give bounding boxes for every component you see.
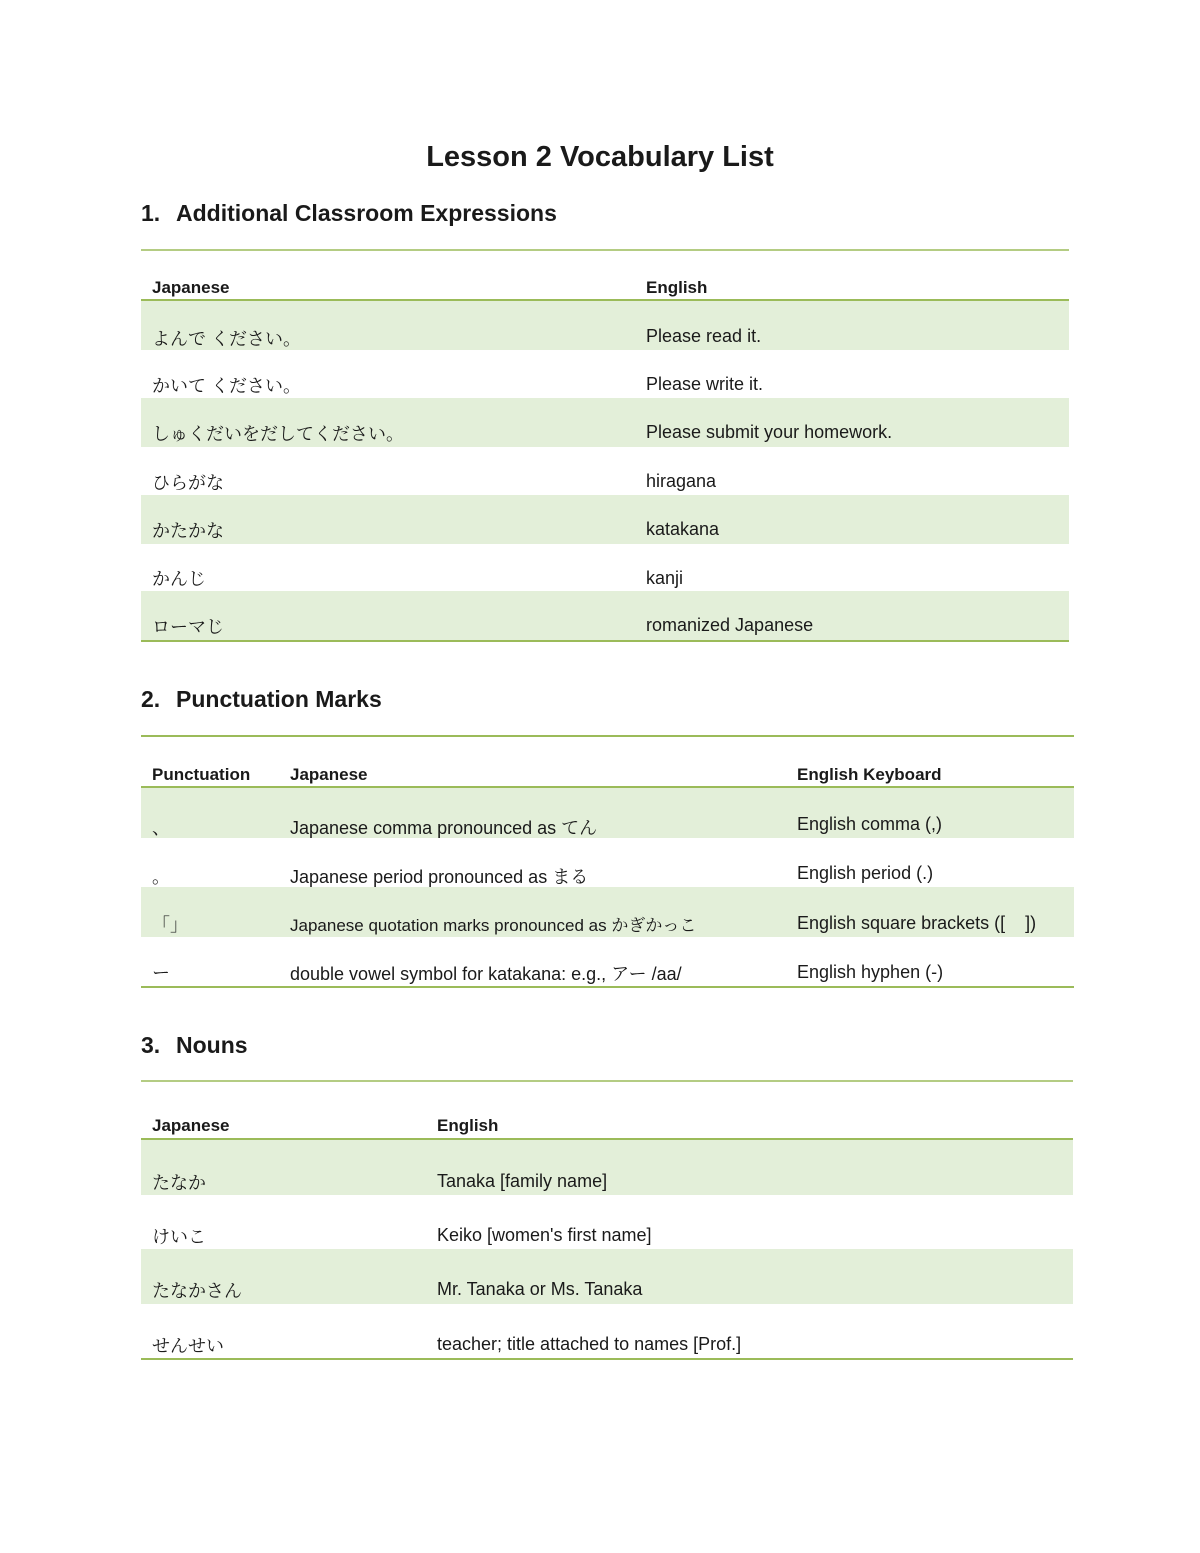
section-title: Nouns — [176, 1032, 248, 1058]
japanese-cell: かんじ — [152, 569, 206, 589]
classroom-expressions-table — [141, 249, 1069, 642]
english-cell: romanized Japanese — [646, 615, 814, 635]
japanese-cell: せんせい — [152, 1336, 224, 1356]
table-row — [141, 398, 1069, 447]
table-header-row — [141, 1107, 1073, 1140]
section-heading-nouns — [141, 1032, 248, 1059]
english-cell: kanji — [646, 568, 684, 588]
japanese-cell: かいて ください。 — [152, 376, 302, 396]
english-cell: katakana — [646, 519, 720, 539]
japanese-cell: たなかさん — [152, 1281, 242, 1301]
column-header-japanese: Japanese — [152, 1116, 230, 1135]
punctuation-cell: 。 — [152, 867, 170, 887]
japanese-cell: よんで ください。 — [152, 329, 302, 349]
japanese-cell: ローマじ — [152, 617, 224, 637]
column-header-english: English — [437, 1116, 499, 1135]
table-row — [141, 350, 1069, 398]
english-cell: Please read it. — [646, 326, 762, 346]
column-header-japanese: Japanese — [152, 278, 230, 297]
table-row — [141, 838, 1074, 887]
punctuation-cell: 、 — [152, 818, 170, 838]
table-row — [141, 1304, 1073, 1360]
japanese-cell: Japanese comma pronounced as てん — [290, 818, 598, 838]
english-keyboard-cell: English hyphen (-) — [797, 962, 944, 982]
japanese-cell: double vowel symbol for katakana: e.g., アー /aa/ — [290, 964, 682, 984]
table-row — [141, 1195, 1073, 1249]
english-cell: Keiko [women's first name] — [437, 1225, 652, 1245]
table-row — [141, 447, 1069, 495]
english-cell: hiragana — [646, 471, 717, 491]
table-header-row — [141, 273, 1069, 301]
table-top-rule — [141, 249, 1069, 251]
table-row — [141, 788, 1074, 838]
punctuation-cell: ー — [152, 963, 170, 983]
japanese-cell: しゅくだいをだしてください。 — [152, 424, 404, 444]
japanese-cell: たなか — [152, 1173, 206, 1193]
table-header-row — [141, 759, 1074, 788]
table-row — [141, 544, 1069, 591]
table-row — [141, 591, 1069, 642]
nouns-table — [141, 1080, 1073, 1360]
table-row — [141, 887, 1074, 937]
table-row — [141, 301, 1069, 350]
japanese-cell: Japanese period pronounced as まる — [290, 867, 589, 887]
english-cell: Please write it. — [646, 374, 764, 394]
english-cell: Mr. Tanaka or Ms. Tanaka — [437, 1279, 643, 1299]
table-row — [141, 495, 1069, 544]
section-title: Punctuation Marks — [176, 686, 382, 712]
column-header-english-keyboard: English Keyboard — [797, 765, 942, 784]
english-cell: Please submit your homework. — [646, 422, 893, 442]
section-number: 3. — [141, 1032, 161, 1058]
english-keyboard-cell: English period (.) — [797, 863, 934, 883]
punctuation-marks-table — [141, 735, 1074, 988]
section-title: Additional Classroom Expressions — [176, 200, 557, 226]
english-cell: Tanaka [family name] — [437, 1171, 608, 1191]
page-title: Lesson 2 Vocabulary List — [426, 141, 774, 173]
column-header-japanese: Japanese — [290, 765, 368, 784]
punctuation-cell: 「」 — [152, 915, 188, 935]
section-number: 2. — [141, 686, 161, 712]
section-heading-classroom-expressions — [141, 200, 557, 227]
english-keyboard-cell: English comma (,) — [797, 814, 943, 834]
section-number: 1. — [141, 200, 161, 226]
table-row — [141, 1249, 1073, 1304]
english-cell: teacher; title attached to names [Prof.] — [437, 1334, 742, 1354]
column-header-english: English — [646, 278, 708, 297]
table-row — [141, 1140, 1073, 1195]
table-row — [141, 937, 1074, 988]
japanese-cell: けいこ — [152, 1227, 206, 1247]
japanese-cell: かたかな — [152, 521, 224, 541]
english-keyboard-cell: English square brackets ([ ]) — [797, 913, 1037, 933]
table-top-rule — [141, 1080, 1073, 1082]
japanese-cell: ひらがな — [152, 473, 224, 493]
section-heading-punctuation-marks — [141, 686, 382, 713]
japanese-cell: Japanese quotation marks pronounced as かぎかっこ — [290, 916, 697, 935]
column-header-punctuation: Punctuation — [152, 765, 251, 784]
